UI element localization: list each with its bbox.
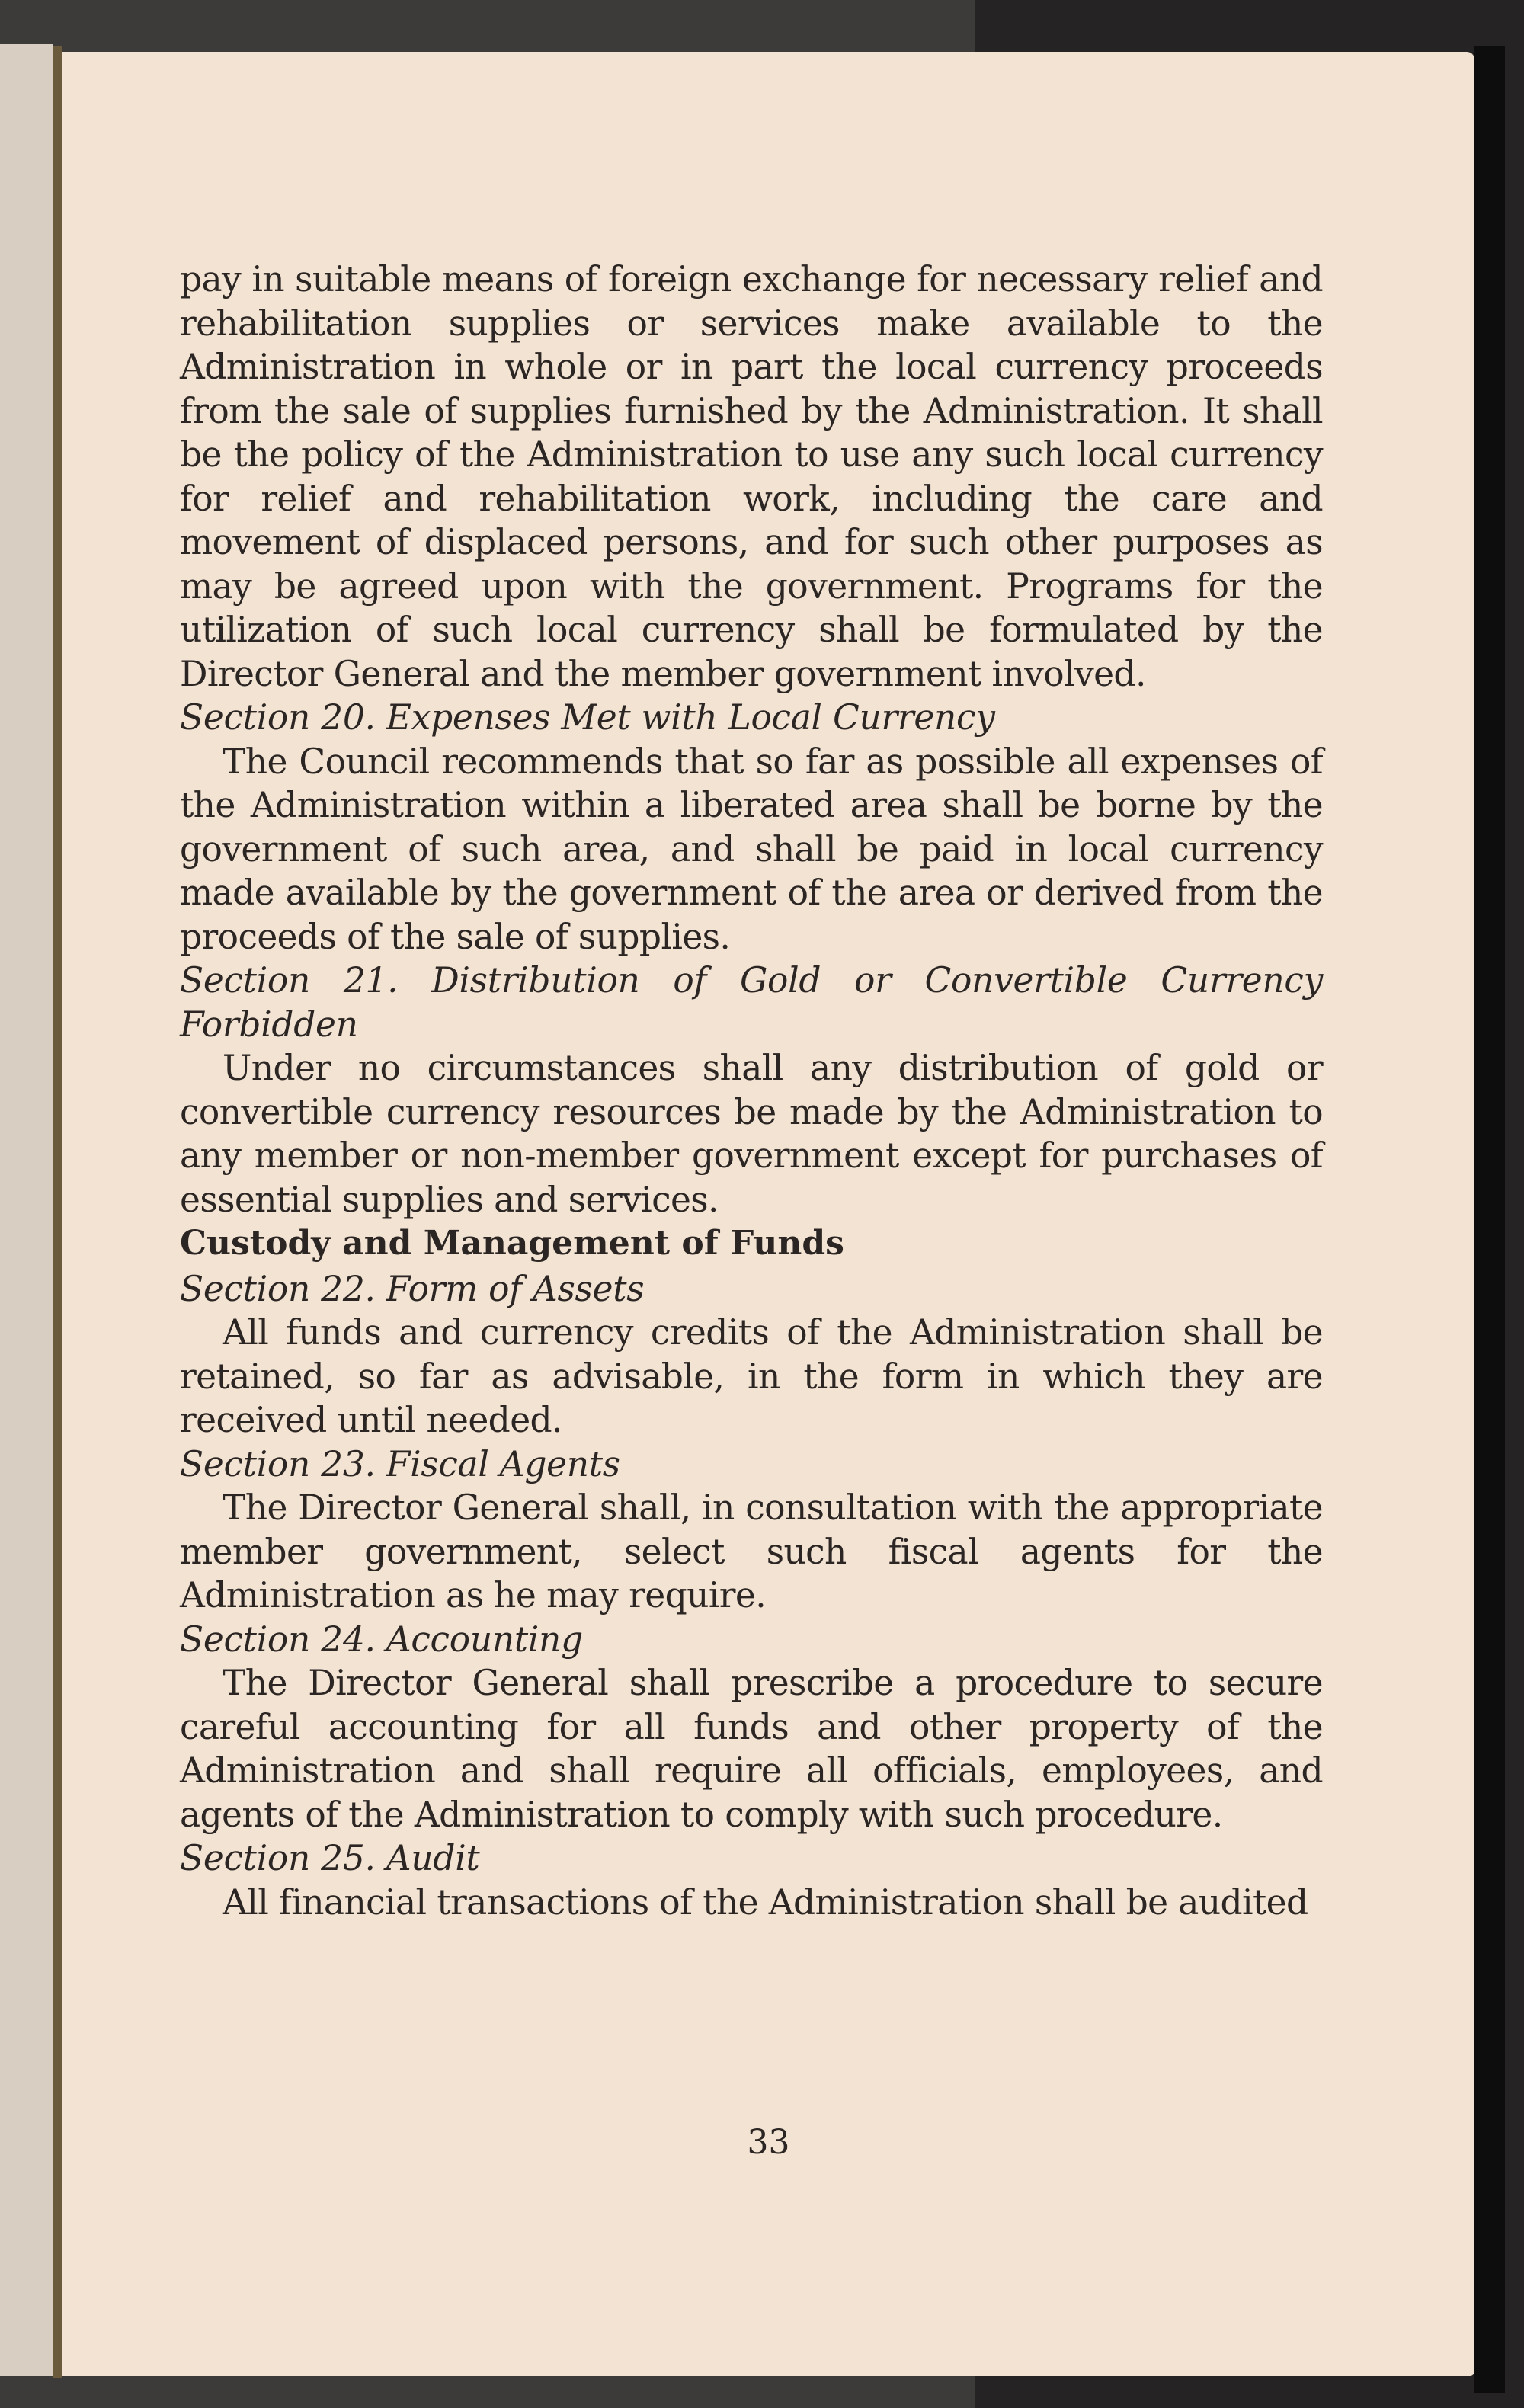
intro-paragraph: pay in suitable means of foreign exchange for necessary relief and rehabilitation supplies or services make available to the Administration in whole or in part the local currency proceeds from the sale of supplies furnished by the Administration. It shall be the policy of the Administration to use any such local currency for relief and rehabilitation work, including the care and movement of displaced persons, and for such other purposes as may be agreed upon with the government. Programs for the utilization of such local currency shall be formulated by the Director General and the member government involved. — [180, 259, 1323, 694]
page-number: 33 — [747, 2123, 790, 2162]
book-page — [62, 52, 1474, 2376]
gutter-shadow — [53, 46, 62, 2378]
section-23-body: The Director General shall, in consultation with the appropriate member government, select such fiscal agents for the Administration as he may require. — [180, 1487, 1323, 1615]
section-21-body: Under no circumstances shall any distribution of gold or convertible currency resources be made by the Administration to any member or non-member government except for purchases of essential supplies and services. — [180, 1048, 1323, 1220]
section-23-heading: Section 23. Fiscal Agents — [180, 1443, 620, 1484]
section-24-body: The Director General shall prescribe a procedure to secure careful accounting for all funds and other property of the Administration and shall require all officials, employees, and agents of the Administration to comply with such procedure. — [180, 1663, 1323, 1835]
section-22-heading: Section 22. Form of Assets — [180, 1268, 645, 1309]
section-20-heading: Section 20. Expenses Met with Local Currency — [180, 697, 995, 738]
section-21-heading: Section 21. Distribution of Gold or Convertible Currency Forbidden — [180, 960, 1323, 1045]
section-24-heading: Section 24. Accounting — [180, 1619, 583, 1660]
section-25-body: All financial transactions of the Administration shall be audited — [223, 1881, 1308, 1923]
section-22-body: All funds and currency credits of the Administration shall be retained, so far as advisable, in the form in which they are received until needed. — [180, 1312, 1323, 1440]
facing-page-edge — [0, 44, 53, 2376]
page-text — [180, 258, 1323, 1924]
group-heading: Custody and Management of Funds — [180, 1224, 844, 1263]
page-edge-shadow — [1474, 46, 1505, 2393]
section-25-heading: Section 25. Audit — [180, 1838, 480, 1878]
section-20-body: The Council recommends that so far as possible all expenses of the Administration within a liberated area shall be borne by the government of such area, and shall be paid in local currency made available by the government of the area or derived from the proceeds of the sale of supplies. — [180, 741, 1323, 957]
